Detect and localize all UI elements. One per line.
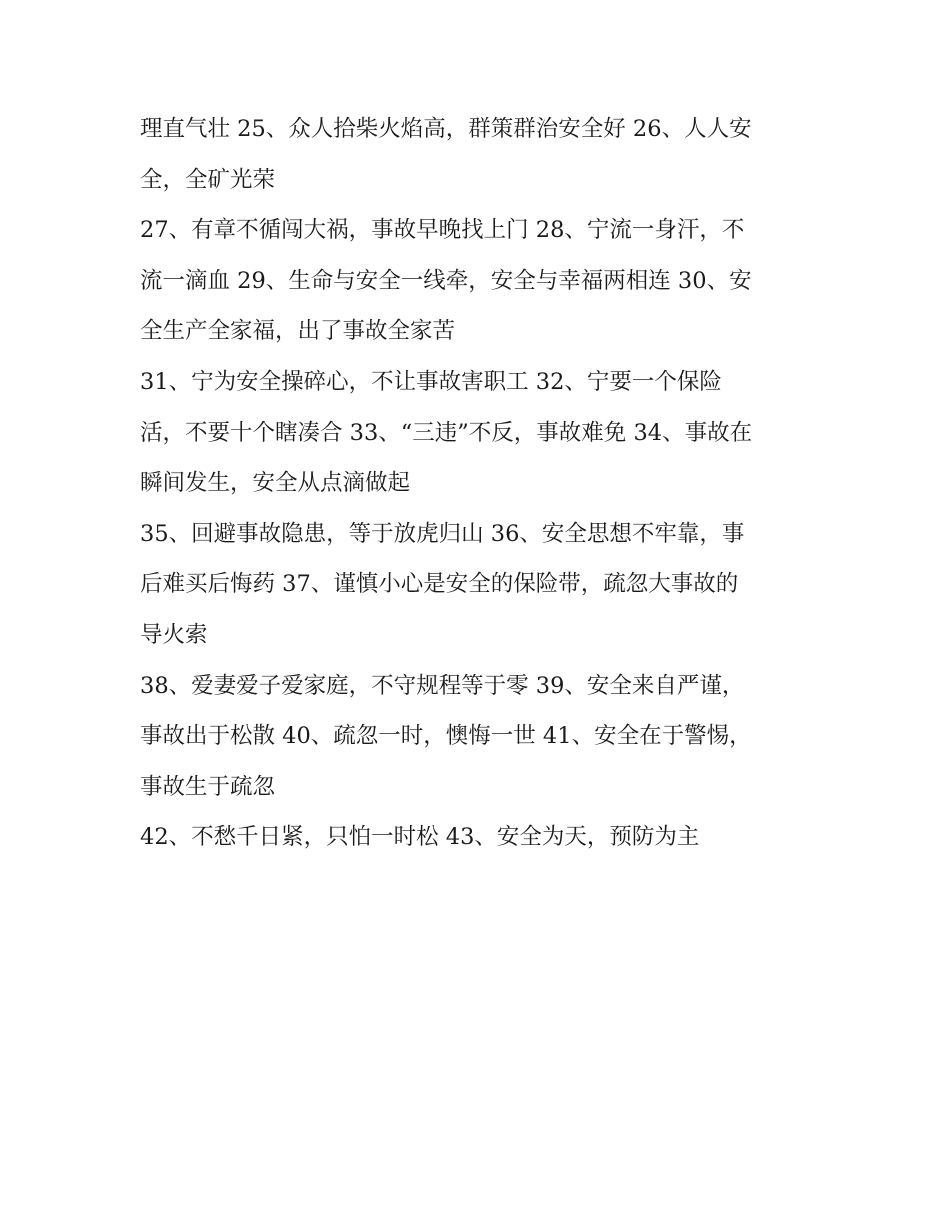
text-line: 35、回避事故隐患，等于放虎归山 36、安全思想不牢靠，事 (140, 520, 745, 547)
text-line: 31、宁为安全操碎心，不让事故害职工 32、宁要一个保险 (140, 368, 722, 395)
text-line: 事故出于松散 40、疏忽一时，懊悔一世 41、安全在于警惕， (140, 723, 752, 750)
text-line: 事故生于疏忽 (140, 773, 276, 800)
text-line: 42、不愁千日紧，只怕一时松 43、安全为天，预防为主 (140, 824, 700, 851)
text-line: 全，全矿光荣 (140, 166, 276, 193)
text-line: 导火索 (140, 621, 208, 648)
text-line: 38、爱妻爱子爱家庭，不守规程等于零 39、安全来自严谨， (140, 672, 745, 699)
text-line: 27、有章不循闯大祸，事故早晚找上门 28、宁流一身汗，不 (140, 217, 745, 244)
text-line: 理直气壮 25、众人拾柴火焰高，群策群治安全好 26、人人安 (140, 116, 752, 142)
text-line: 瞬间发生，安全从点滴做起 (140, 470, 411, 497)
text-line: 全生产全家福，出了事故全家苦 (140, 318, 456, 345)
document-body (140, 104, 808, 863)
text-line: 活，不要十个瞎凑合 33、“三违”不反，事故难免 34、事故在 (140, 419, 753, 446)
text-line: 流一滴血 29、生命与安全一线牵，安全与幸福两相连 30、安 (140, 267, 752, 294)
text-line: 后难买后悔药 37、谨慎小心是安全的保险带，疏忽大事故的 (140, 571, 739, 598)
